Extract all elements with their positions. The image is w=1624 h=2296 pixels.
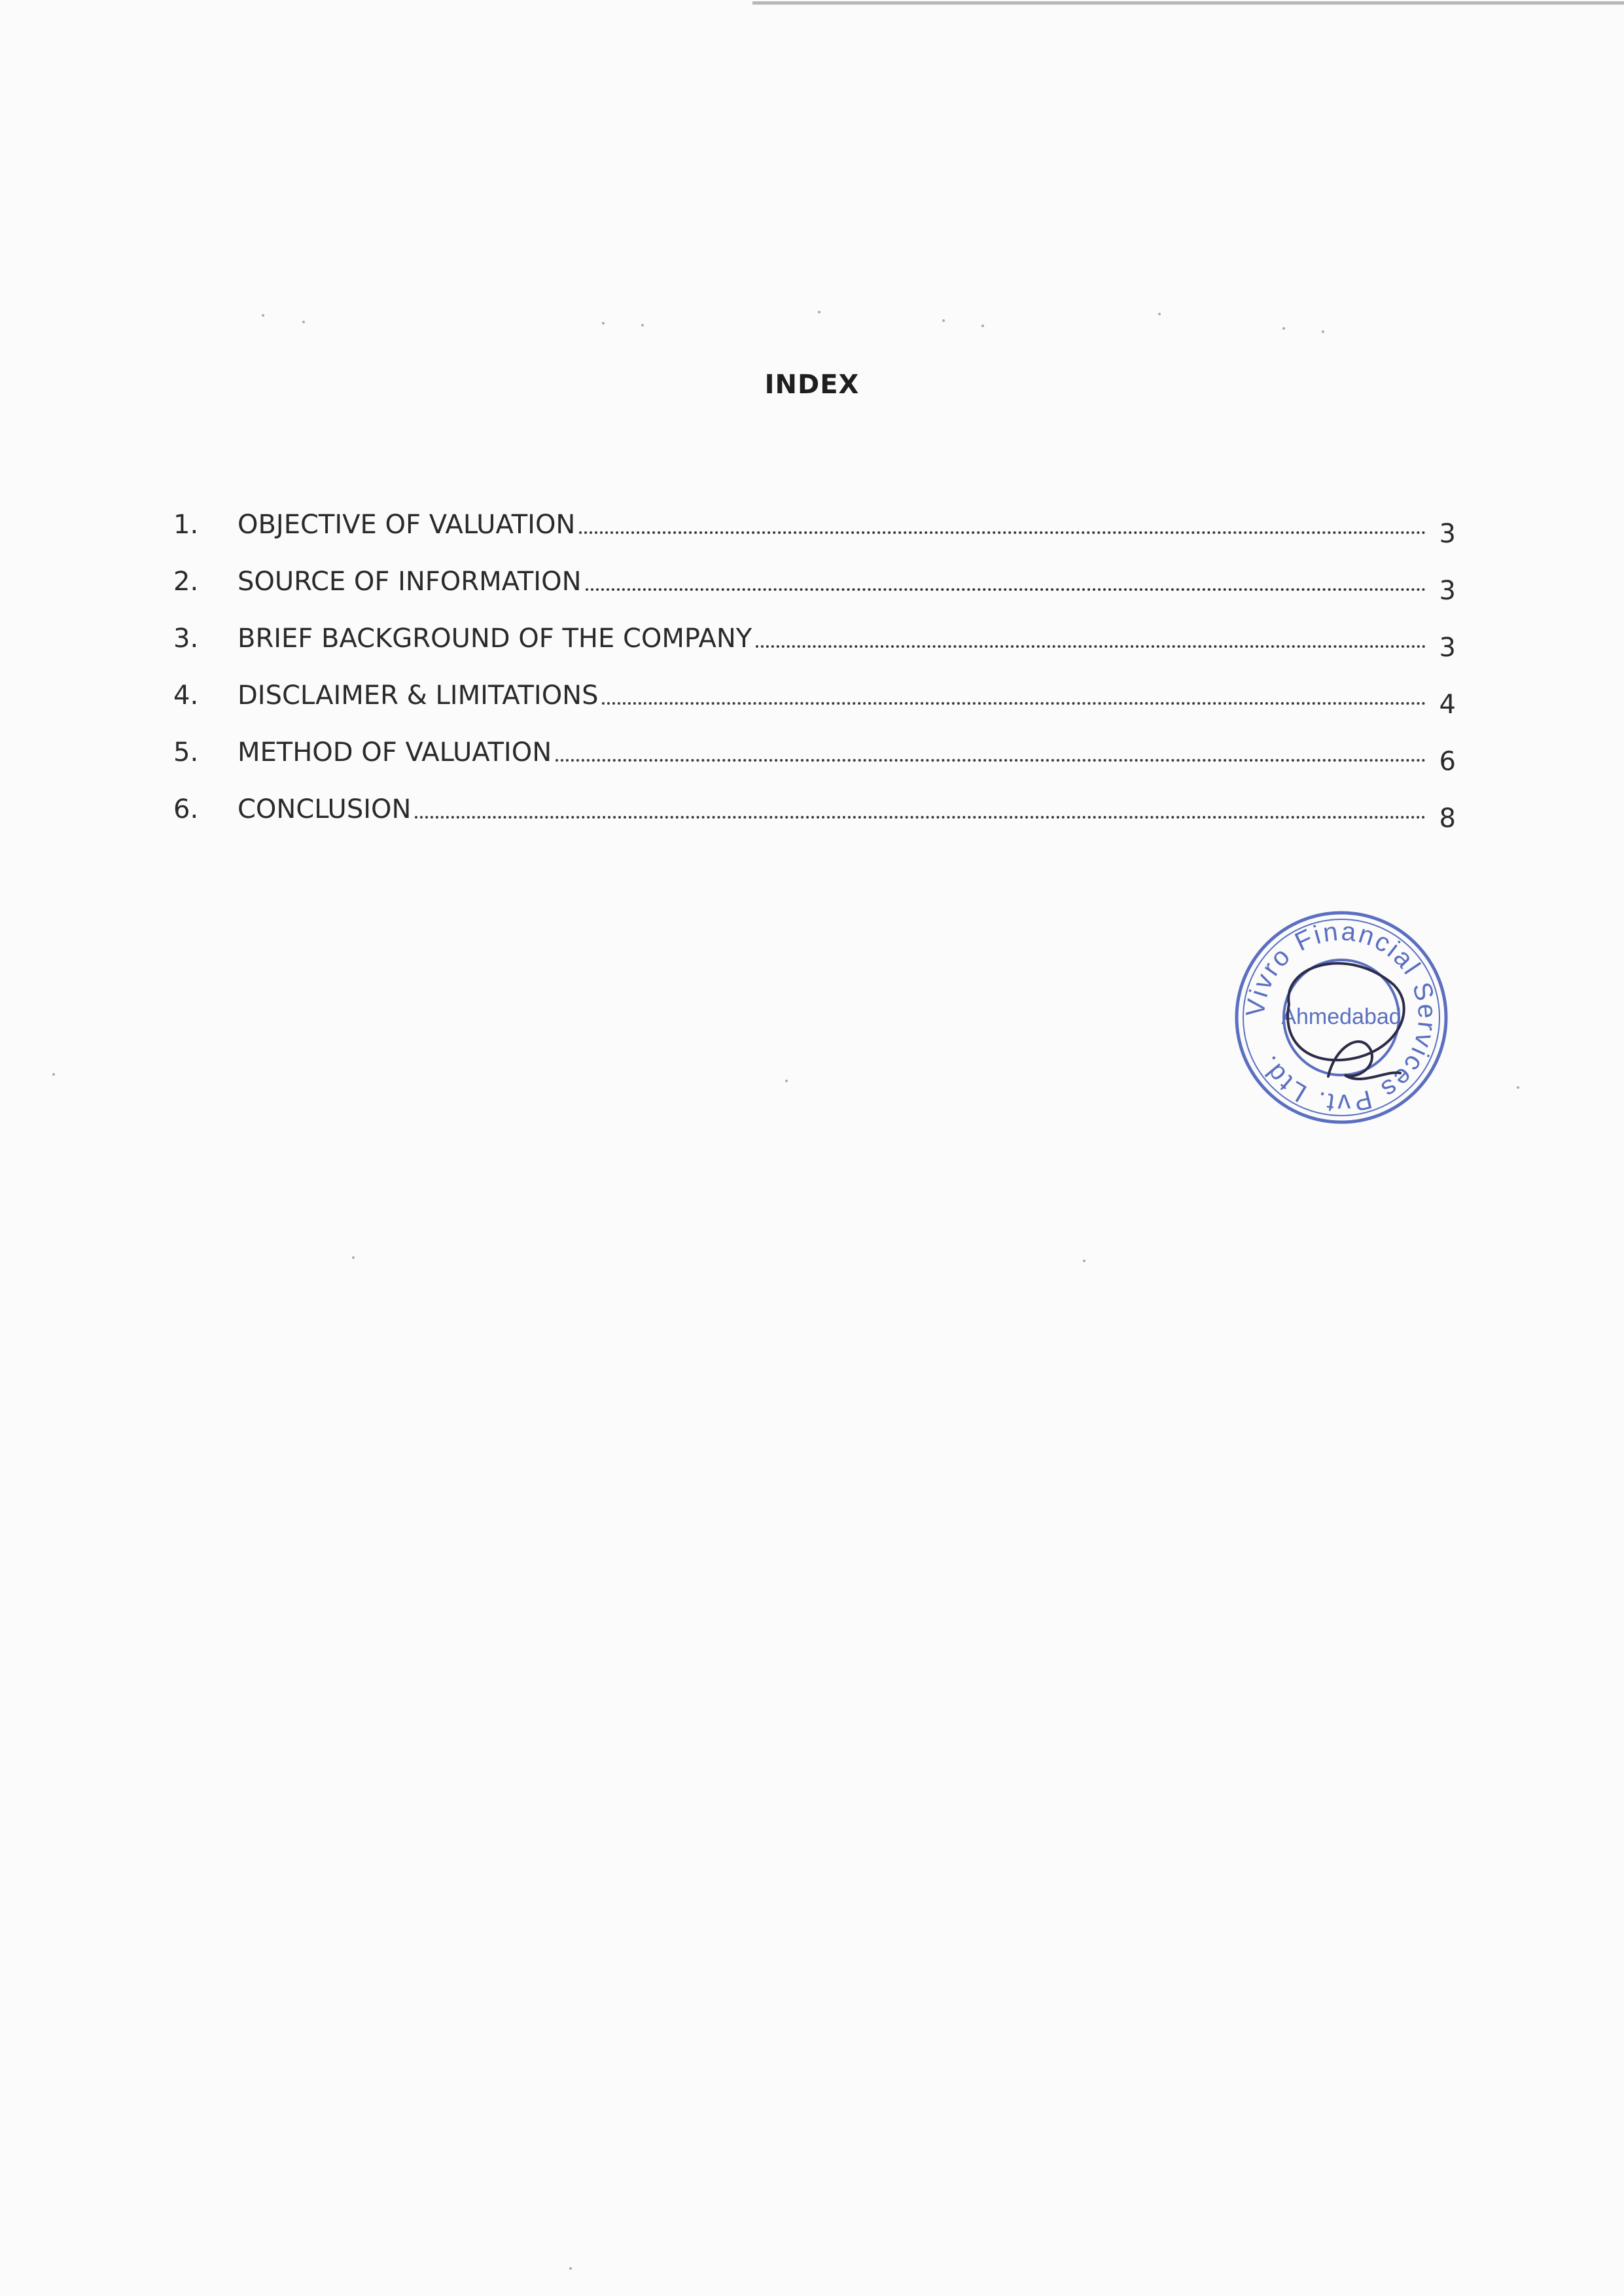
toc-entry-number: 5. — [173, 737, 199, 768]
toc-entry-page: 3 — [1439, 519, 1456, 549]
toc-entry-number: 1. — [173, 510, 199, 540]
toc-entry-page: 8 — [1439, 804, 1456, 834]
toc-entry-page: 4 — [1439, 690, 1456, 720]
toc-entry — [173, 538, 1456, 606]
toc-entry-number: 2. — [173, 567, 199, 597]
toc-entry-title: BRIEF BACKGROUND OF THE COMPANY — [238, 624, 752, 654]
toc-dot-leader — [415, 816, 1426, 819]
seal-ring-text-path: Vivro Financial Services Pvt. Ltd. — [1241, 917, 1442, 1118]
seal-center-text: Ahmedabad — [1281, 1004, 1402, 1029]
toc-entry — [173, 766, 1456, 834]
toc-entry-number: 3. — [173, 624, 199, 654]
toc-dot-leader — [602, 702, 1426, 705]
scan-edge-line — [752, 1, 1624, 5]
toc-entry — [173, 481, 1456, 549]
toc-entry — [173, 595, 1456, 663]
toc-entry-page: 6 — [1439, 747, 1456, 777]
toc-entry-title: CONCLUSION — [238, 794, 412, 824]
company-seal-stamp — [1230, 906, 1453, 1129]
toc-dot-leader — [556, 759, 1426, 762]
toc-entry-title: SOURCE OF INFORMATION — [238, 567, 582, 597]
toc-entry-title: DISCLAIMER & LIMITATIONS — [238, 680, 599, 711]
toc-entry-page: 3 — [1439, 576, 1456, 606]
toc-entry — [173, 709, 1456, 777]
index-title: INDEX — [764, 370, 860, 400]
toc-entry-title: METHOD OF VALUATION — [238, 737, 552, 768]
toc-dot-leader — [579, 531, 1426, 534]
toc-entry-page: 3 — [1439, 633, 1456, 663]
toc-entry — [173, 652, 1456, 720]
toc-entry-title: OBJECTIVE OF VALUATION — [238, 510, 576, 540]
toc-entry-number: 6. — [173, 794, 199, 824]
toc-dot-leader — [756, 645, 1426, 648]
toc-dot-leader — [586, 588, 1426, 591]
toc-entry-number: 4. — [173, 680, 199, 711]
table-of-contents — [173, 481, 1456, 834]
